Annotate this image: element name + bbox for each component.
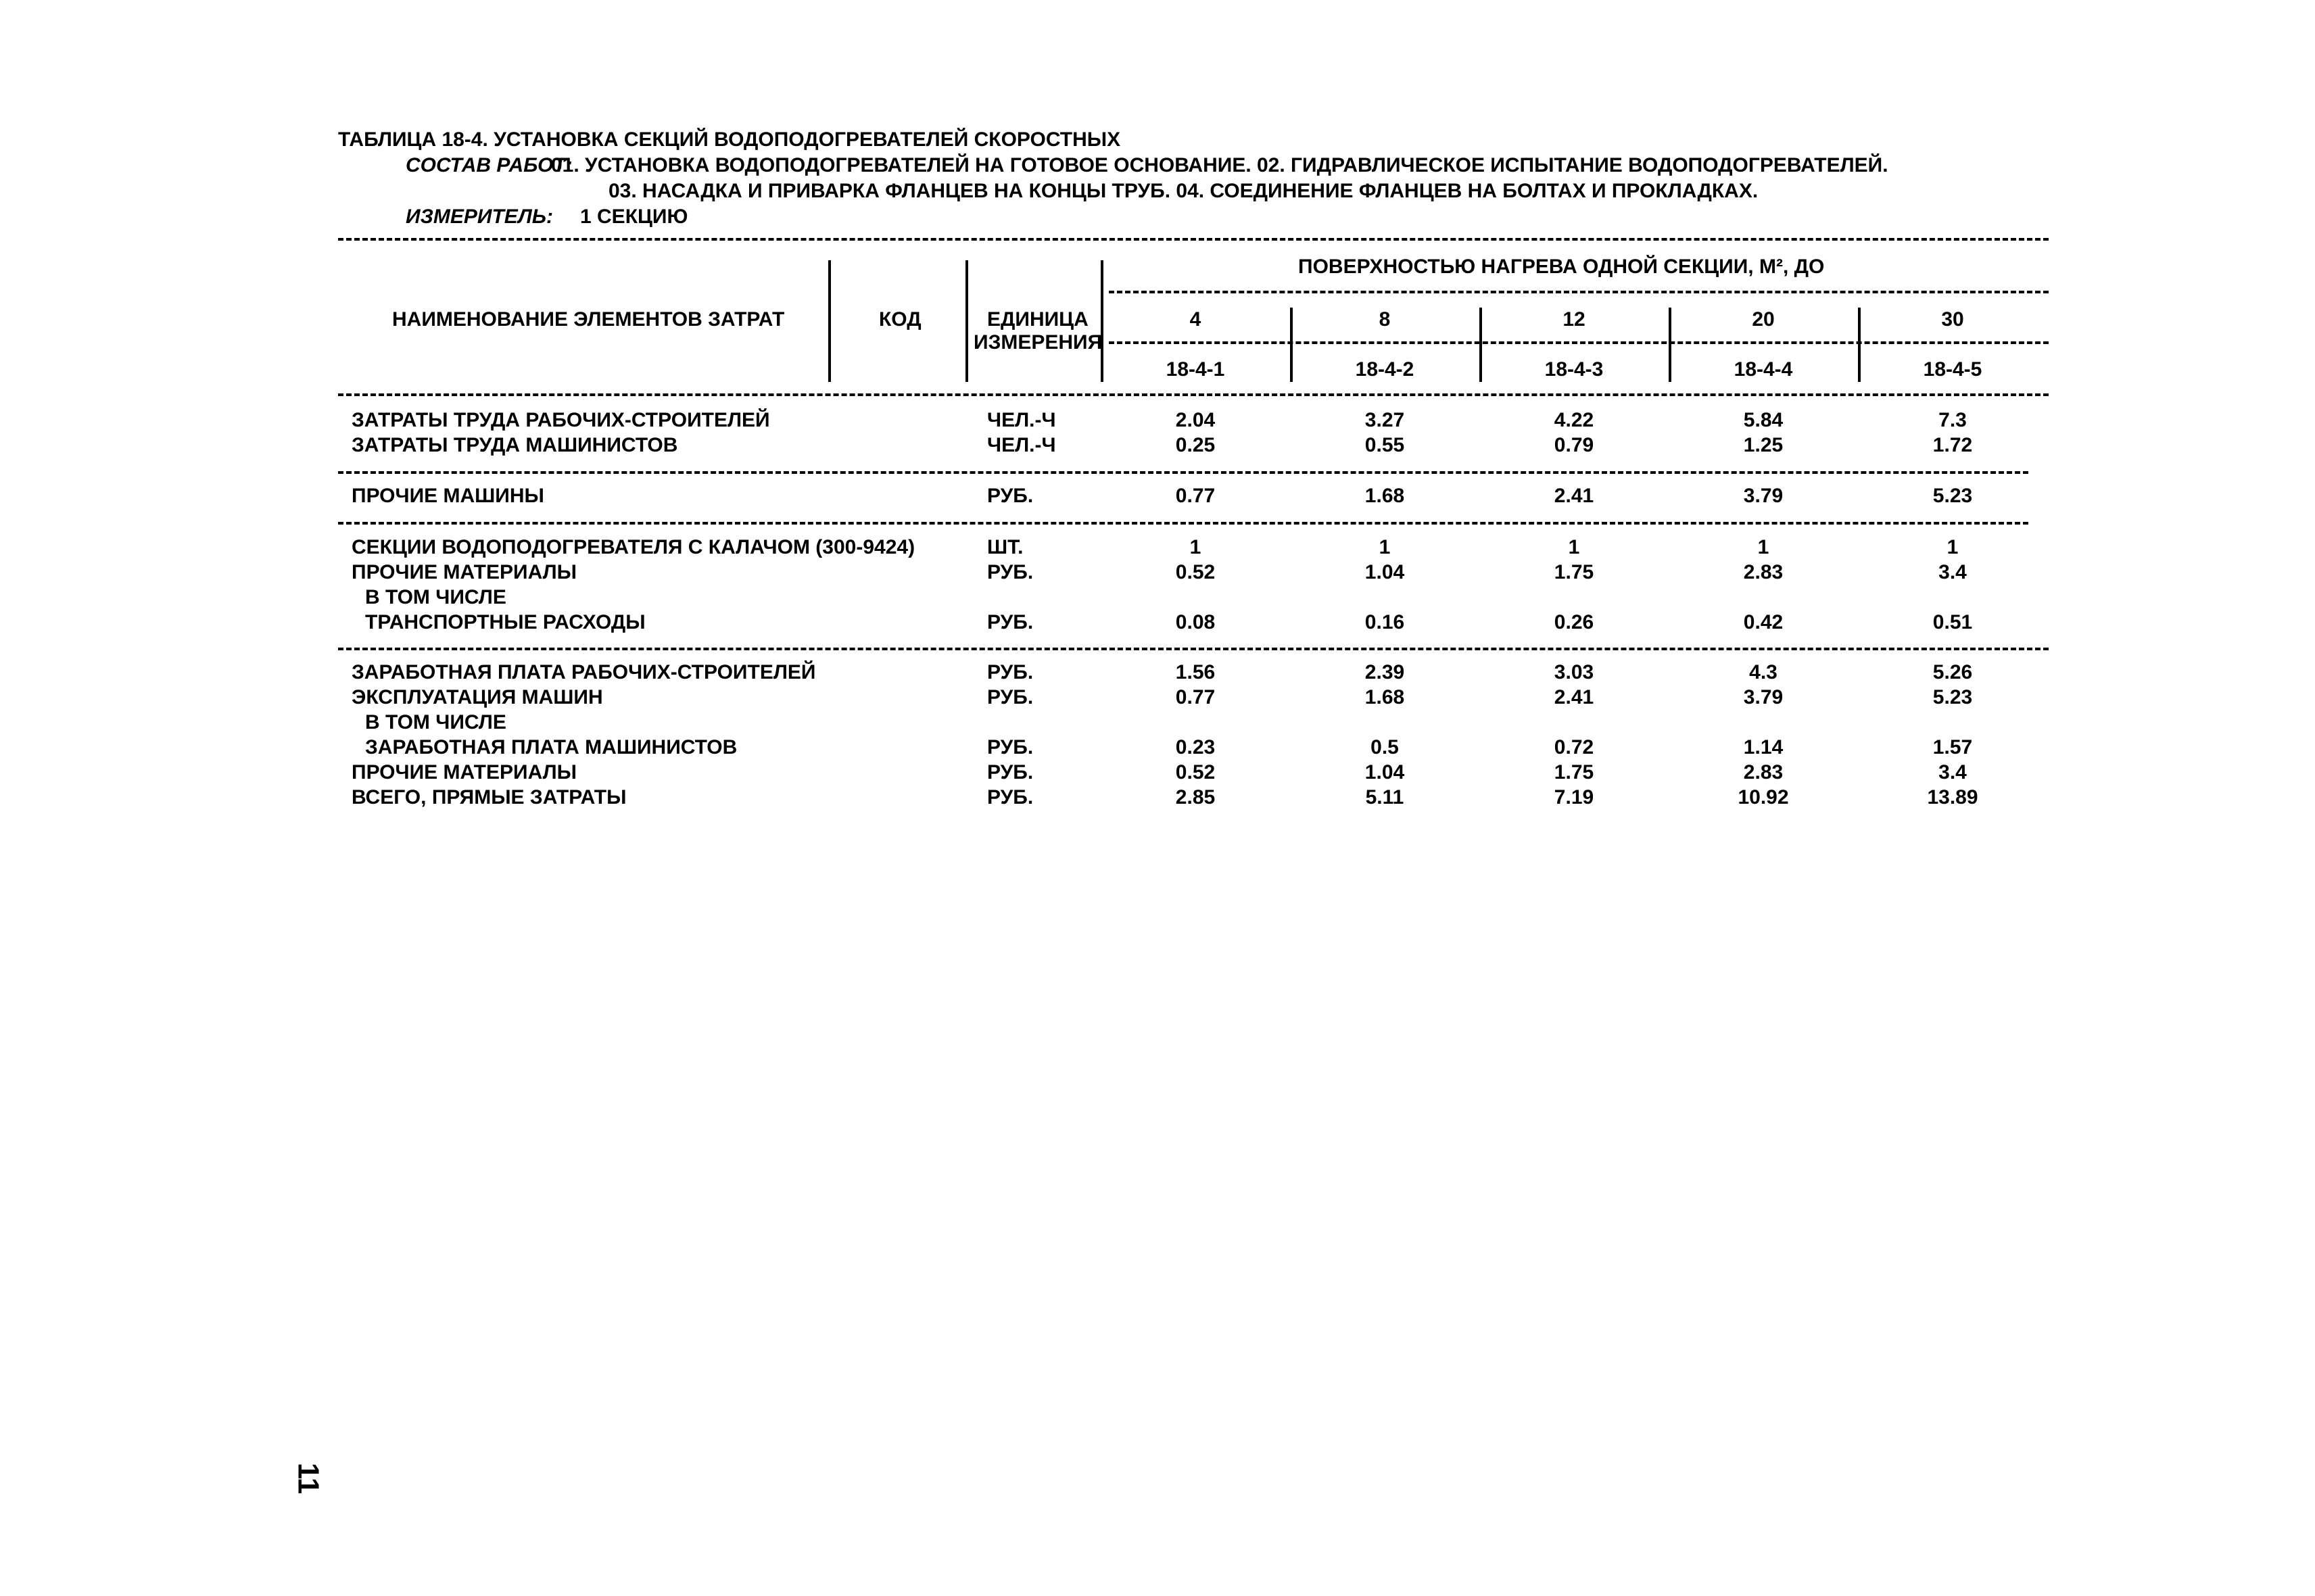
row-value: 3.79 — [1743, 686, 1784, 708]
size-header: 8 — [1379, 308, 1391, 331]
row-value: 0.26 — [1554, 611, 1594, 633]
vsep-unit-group — [1101, 260, 1103, 382]
size-header: 20 — [1752, 308, 1775, 331]
row-value: 0.77 — [1175, 686, 1216, 708]
norm-code: 18-4-3 — [1544, 358, 1604, 381]
col-header-name: НАИМЕНОВАНИЕ ЭЛЕМЕНТОВ ЗАТРАТ — [392, 308, 785, 331]
table-title: ТАБЛИЦА 18-4. УСТАНОВКА СЕКЦИЙ ВОДОПОДОГРЕВАТЕЛЕЙ СКОРОСТНЫХ — [338, 128, 1121, 151]
row-value: 0.25 — [1175, 434, 1216, 456]
size-header: 4 — [1189, 308, 1201, 331]
rule-sizes — [1109, 341, 2049, 344]
col-header-group: ПОВЕРХНОСТЬЮ НАГРЕВА ОДНОЙ СЕКЦИИ, М², ДО — [1298, 256, 1825, 278]
norm-code: 18-4-2 — [1355, 358, 1414, 381]
row-value: 2.41 — [1554, 485, 1594, 507]
row-name: В ТОМ ЧИСЛЕ — [365, 586, 506, 608]
row-unit: РУБ. — [987, 761, 1034, 783]
measure-label: ИЗМЕРИТЕЛЬ: — [406, 205, 553, 228]
page-number: 11 — [291, 1462, 325, 1495]
row-value: 0.52 — [1175, 761, 1216, 783]
row-value: 2.39 — [1364, 661, 1405, 683]
row-name: В ТОМ ЧИСЛЕ — [365, 711, 506, 733]
composition-line-2: 03. НАСАДКА И ПРИВАРКА ФЛАНЦЕВ НА КОНЦЫ ТРУБ. 04. СОЕДИНЕНИЕ ФЛАНЦЕВ НА БОЛТАХ И ПРОКЛАДКАХ. — [608, 180, 1759, 202]
row-name: ВСЕГО, ПРЯМЫЕ ЗАТРАТЫ — [352, 786, 627, 808]
row-value: 1.57 — [1932, 736, 1973, 758]
row-value: 1.25 — [1743, 434, 1784, 456]
row-unit: РУБ. — [987, 786, 1034, 808]
row-name: ПРОЧИЕ МАТЕРИАЛЫ — [352, 761, 577, 783]
row-name: СЕКЦИИ ВОДОПОДОГРЕВАТЕЛЯ С КАЛАЧОМ (300-9424) — [352, 536, 915, 558]
vsep-name-code — [828, 260, 831, 382]
row-value: 1.04 — [1364, 561, 1405, 583]
row-unit: РУБ. — [987, 736, 1034, 758]
row-name: ЗАРАБОТНАЯ ПЛАТА МАШИНИСТОВ — [365, 736, 738, 758]
norm-code: 18-4-1 — [1166, 358, 1225, 381]
row-value: 3.03 — [1554, 661, 1594, 683]
row-name: ПРОЧИЕ МАТЕРИАЛЫ — [352, 561, 577, 583]
row-value: 1.68 — [1364, 686, 1405, 708]
row-unit: РУБ. — [987, 485, 1034, 507]
row-value: 1.75 — [1554, 761, 1594, 783]
row-value: 2.83 — [1743, 761, 1784, 783]
row-value: 3.4 — [1938, 761, 1967, 783]
row-unit: РУБ. — [987, 686, 1034, 708]
row-value: 1.72 — [1932, 434, 1973, 456]
row-value: 1.56 — [1175, 661, 1216, 683]
row-value: 2.85 — [1175, 786, 1216, 808]
row-value: 3.79 — [1743, 485, 1784, 507]
rule-section — [338, 522, 2028, 525]
row-name: ЗАТРАТЫ ТРУДА РАБОЧИХ-СТРОИТЕЛЕЙ — [352, 409, 770, 431]
row-value: 0.79 — [1554, 434, 1594, 456]
rule-section — [338, 648, 2049, 650]
rule-section — [338, 471, 2028, 474]
vsep-code-unit — [965, 260, 968, 382]
row-value: 5.11 — [1365, 786, 1404, 808]
row-value: 5.84 — [1743, 409, 1784, 431]
row-value: 0.23 — [1175, 736, 1216, 758]
col-header-code: КОД — [879, 308, 922, 331]
row-name: ЗАРАБОТНАЯ ПЛАТА РАБОЧИХ-СТРОИТЕЛЕЙ — [352, 661, 816, 683]
row-unit: РУБ. — [987, 611, 1034, 633]
row-value: 3.4 — [1938, 561, 1967, 583]
row-unit: РУБ. — [987, 661, 1034, 683]
row-value: 0.42 — [1743, 611, 1784, 633]
row-value: 0.08 — [1175, 611, 1216, 633]
vsep-col-2 — [1479, 308, 1482, 382]
row-value: 5.26 — [1932, 661, 1973, 683]
norm-code: 18-4-5 — [1923, 358, 1982, 381]
row-name: ЭКСПЛУАТАЦИЯ МАШИН — [352, 686, 603, 708]
row-value: 2.83 — [1743, 561, 1784, 583]
row-value: 0.5 — [1370, 736, 1399, 758]
row-value: 1 — [1757, 536, 1769, 558]
row-name: ПРОЧИЕ МАШИНЫ — [352, 485, 544, 507]
col-header-unit-2: ИЗМЕРЕНИЯ — [974, 331, 1103, 354]
row-value: 7.3 — [1938, 409, 1967, 431]
row-name: ТРАНСПОРТНЫЕ РАСХОДЫ — [365, 611, 646, 633]
row-value: 0.55 — [1364, 434, 1405, 456]
row-value: 1.04 — [1364, 761, 1405, 783]
composition-label: СОСТАВ РАБОТ: — [406, 154, 573, 176]
vsep-col-3 — [1669, 308, 1671, 382]
row-value: 1.75 — [1554, 561, 1594, 583]
row-value: 10.92 — [1738, 786, 1789, 808]
row-unit: ЧЕЛ.-Ч — [987, 409, 1056, 431]
size-header: 30 — [1941, 308, 1964, 331]
row-value: 7.19 — [1554, 786, 1594, 808]
row-value: 5.23 — [1932, 686, 1973, 708]
row-value: 0.52 — [1175, 561, 1216, 583]
row-name: ЗАТРАТЫ ТРУДА МАШИНИСТОВ — [352, 434, 678, 456]
row-value: 3.27 — [1364, 409, 1405, 431]
norm-code: 18-4-4 — [1734, 358, 1793, 381]
row-value: 0.16 — [1364, 611, 1405, 633]
vsep-col-4 — [1858, 308, 1861, 382]
row-value: 2.04 — [1175, 409, 1216, 431]
row-unit: ЧЕЛ.-Ч — [987, 434, 1056, 456]
row-value: 13.89 — [1927, 786, 1978, 808]
row-value: 4.22 — [1554, 409, 1594, 431]
measure-value: 1 СЕКЦИЮ — [580, 205, 688, 228]
row-value: 2.41 — [1554, 686, 1594, 708]
row-value: 1 — [1189, 536, 1201, 558]
row-value: 1 — [1379, 536, 1391, 558]
row-unit: ШТ. — [987, 536, 1024, 558]
row-value: 1.68 — [1364, 485, 1405, 507]
size-header: 12 — [1562, 308, 1585, 331]
vsep-col-1 — [1290, 308, 1293, 382]
row-unit: РУБ. — [987, 561, 1034, 583]
rule-top — [338, 238, 2049, 241]
rule-group — [1109, 291, 2049, 293]
row-value: 0.51 — [1932, 611, 1973, 633]
row-value: 0.72 — [1554, 736, 1594, 758]
row-value: 4.3 — [1749, 661, 1777, 683]
row-value: 1 — [1568, 536, 1580, 558]
row-value: 5.23 — [1932, 485, 1973, 507]
row-value: 1.14 — [1743, 736, 1784, 758]
row-value: 1 — [1947, 536, 1959, 558]
col-header-unit-1: ЕДИНИЦА — [987, 308, 1089, 331]
row-value: 0.77 — [1175, 485, 1216, 507]
composition-line-1: 01. УСТАНОВКА ВОДОПОДОГРЕВАТЕЛЕЙ НА ГОТОВОЕ ОСНОВАНИЕ. 02. ГИДРАВЛИЧЕСКОЕ ИСПЫТАНИЕ ВОДОПОДОГРЕВАТЕЛЕЙ. — [551, 154, 1888, 176]
rule-header-bottom — [338, 393, 2049, 396]
